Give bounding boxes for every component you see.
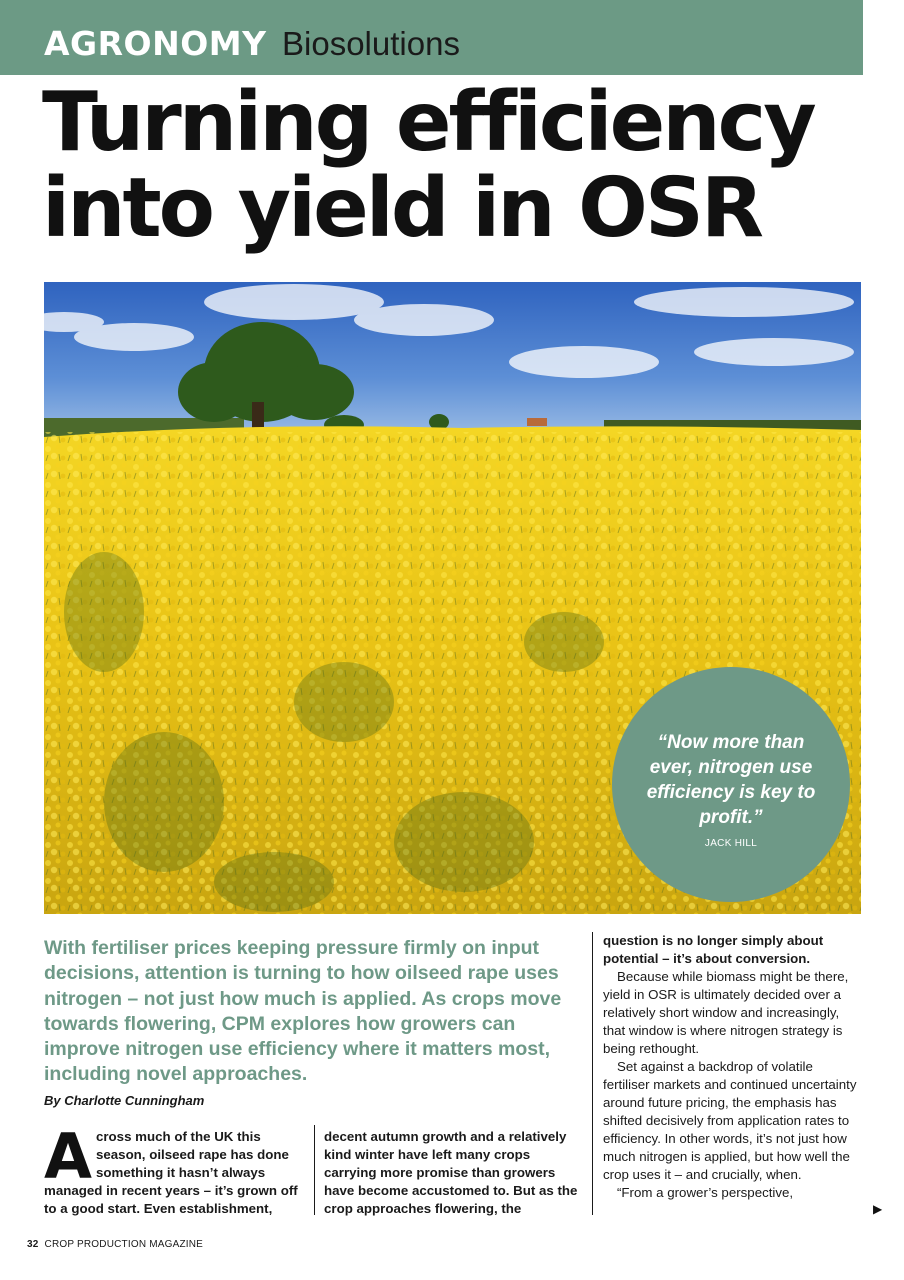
column-divider [592, 932, 593, 1215]
pull-quote-text: “Now more than ever, nitrogen use efficiency is key to profit.” [646, 732, 816, 828]
column-divider [314, 1125, 315, 1215]
headline-line-2: into yield in OSR [42, 161, 762, 256]
body-text: cross much of the UK this season, oilseed rape has done something it hasn’t always managed in recent years – it’s grown off to a good start. Even establishment, [44, 1129, 298, 1216]
body-paragraph: “From a grower’s perspective, [617, 1185, 794, 1200]
body-column-2 [324, 1128, 579, 1218]
publication-name: CROP PRODUCTION MAGAZINE [44, 1239, 204, 1250]
headline [42, 75, 862, 256]
page-footer [27, 1239, 203, 1250]
body-text: decent autumn growth and a relatively kind winter have left many crops carrying more promise than growers have become accustomed to. But as the crop approaches flowering, the [324, 1129, 578, 1216]
section-subcategory: Biosolutions [282, 25, 460, 62]
drop-cap: A [44, 1120, 92, 1193]
body-paragraph: Because while biomass might be there, yield in OSR is ultimately decided over a relatively short window and increasingly, that window is where nitrogen strategy is being rethought. [603, 969, 849, 1056]
standfirst: With fertiliser prices keeping pressure firmly on input decisions, attention is turning to how oilseed rape uses nitrogen – not just how much is applied. As crops move towards flowering, CPM explores how growers can improve nitrogen use efficiency where it matters most, including novel approaches. [44, 937, 562, 1086]
pull-quote [612, 667, 850, 902]
continue-arrow-icon: ▶ [873, 1202, 883, 1216]
byline: By Charlotte Cunningham [44, 1093, 205, 1108]
body-column-1 [44, 1120, 304, 1218]
body-paragraph: Set against a backdrop of volatile fertiliser markets and continued uncertainty around future pricing, the emphasis has shifted decisively from application rates to efficiency. In other words, it’s not just how much nitrogen is applied, but how well the crop uses it – and crucially, when. [603, 1059, 857, 1182]
body-column-3 [603, 932, 863, 1202]
section-category: AGRONOMY [44, 24, 267, 63]
page-number: 32 [27, 1239, 39, 1250]
body-text-lead: question is no longer simply about potential – it’s about conversion. [603, 933, 824, 966]
pull-quote-author: JACK HILL [704, 838, 758, 849]
headline-line-1: Turning efficiency [42, 75, 814, 170]
